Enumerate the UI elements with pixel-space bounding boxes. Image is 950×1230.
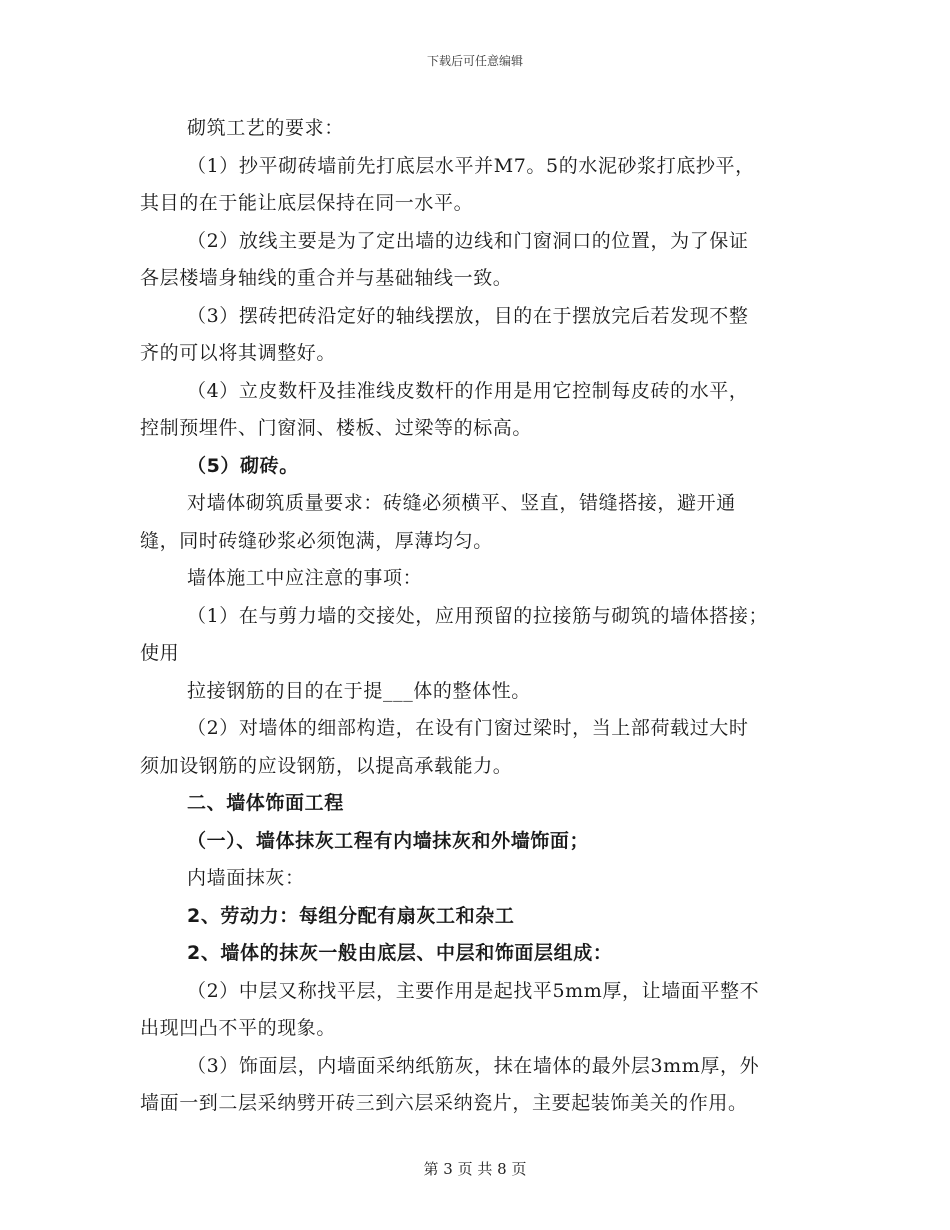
paragraph-line: 各层楼墙身轴线的重合并与基础轴线一致。 [140,267,513,289]
document-body [140,110,820,1123]
section-heading-line: （一）、墙体抹灰工程有内墙抹灰和外墙饰面； [187,829,590,852]
paragraph-line: 墙体施工中应注意的事项： [187,567,423,589]
paragraph-line: 拉接钢筋的目的在于提___体的整体性。 [187,679,531,702]
section-heading-line: 2、劳动力：每组分配有扇灰工和杂工 [187,904,515,927]
paragraph-line: 内墙面抹灰： [187,867,305,889]
paragraph-line: 对墙体砌筑质量要求：砖缝必须横平、竖直，错缝搭接，避开通 [187,492,736,514]
section-heading-line: 2、墙体的抹灰一般由底层、中层和饰面层组成： [187,942,613,964]
paragraph-line: 使用 [140,642,180,664]
paragraph-line: （2）放线主要是为了定出墙的边线和门窗洞口的位置，为了保证 [187,229,749,252]
paragraph-line: 齐的可以将其调整好。 [140,342,337,364]
page-header: 下载后可任意编辑 [426,54,523,68]
paragraph-line: （1）在与剪力墙的交接处，应用预留的拉接筋与砌筑的墙体搭接； [187,604,769,627]
paragraph-line: 缝，同时砖缝砂浆必须饱满，厚薄均匀。 [140,529,493,552]
page-footer: 第 3 页 共 8 页 [423,1160,527,1178]
paragraph-line: 须加设钢筋的应设钢筋，以提高承载能力。 [140,754,513,777]
paragraph-line: （4）立皮数杆及挂准线皮数杆的作用是用它控制每皮砖的水平， [187,379,749,402]
paragraph-line: 控制预埋件、门窗洞、楼板、过梁等的标高。 [140,417,533,439]
section-heading-line: （5）砌砖。 [187,454,299,477]
paragraph-line: （3）摆砖把砖沿定好的轴线摆放，目的在于摆放完后若发现不整 [187,304,749,327]
paragraph-line: 墙面一到二层采纳劈开砖三到六层采纳瓷片，主要起装饰美关的作用。 [140,1092,748,1114]
paragraph-line: 砌筑工艺的要求： [187,117,344,139]
paragraph-line: （2）中层又称找平层，主要作用是起找平5mm厚，让墙面平整不 [187,979,760,1002]
paragraph-line: 其目的在于能让底层保持在同一水平。 [140,192,474,214]
paragraph-line: （3）饰面层，内墙面采纳纸筋灰，抹在墙体的最外层3mm厚，外 [187,1054,760,1077]
paragraph-line: （1）抄平砌砖墙前先打底层水平并M7。5的水泥砂浆打底抄平， [187,154,755,177]
section-heading-line: 二、墙体饰面工程 [187,792,344,814]
paragraph-line: （2）对墙体的细部构造，在设有门窗过梁时，当上部荷载过大时 [187,717,749,739]
paragraph-line: 出现凹凸不平的现象。 [140,1017,337,1039]
